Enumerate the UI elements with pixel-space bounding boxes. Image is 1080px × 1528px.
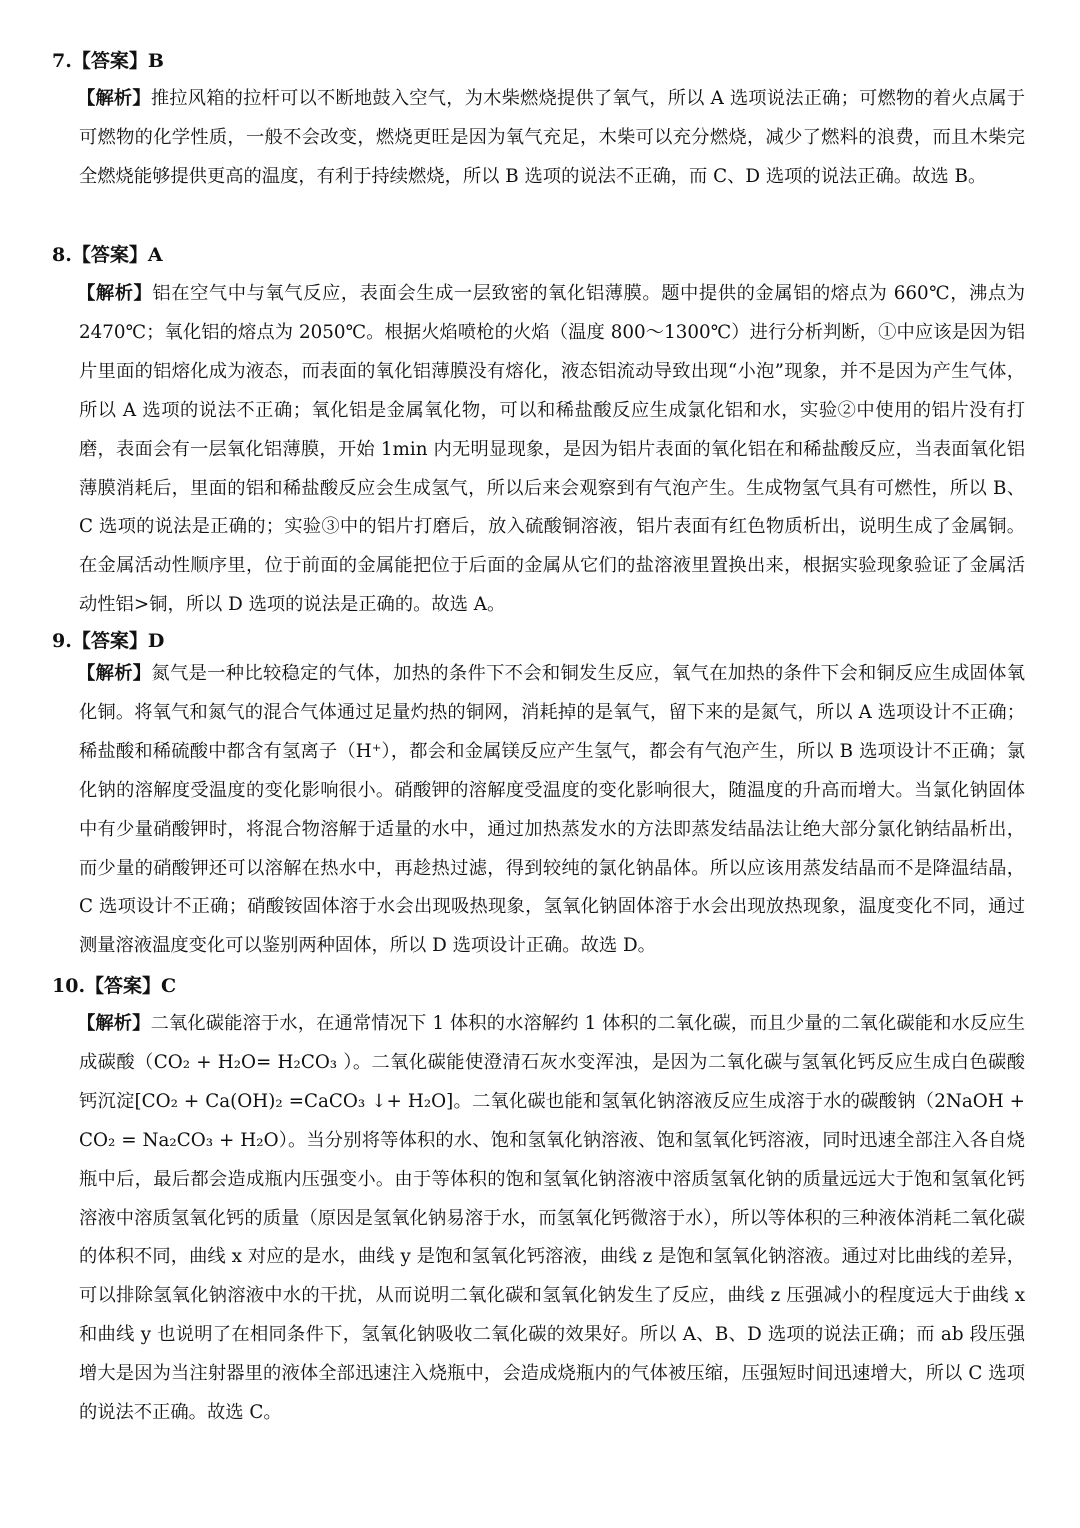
question-9-answer: 9.【答案】D — [52, 630, 165, 652]
analysis-text: 氮气是一种比较稳定的气体，加热的条件下不会和铜发生反应，氧气在加热的条件下会和铜反应生成固体氧化铜。将氧气和氮气的混合气体通过足量灼热的铜网，消耗掉的是氧气，留下来的是氮气，所以 A 选项设计不正确；稀盐酸和稀硫酸中都含有氢离子（H⁺），都会和金属镁反应产生氢气，都会有气泡产生，所以 B 选项设计不正确；氯化钠的溶解度受温度的变化影响很小。硝酸钾的溶解度受温度的变化影响很大，随温度的升高而增大。当氯化钠固体中有少量硝酸钾时，将混合物溶解于适量的水中，通过加热蒸发水的方法即蒸发结晶法让绝大部分氯化钠结晶析出，而少量的硝酸钾还可以溶解在热水中，再趁热过滤，得到较纯的氯化钠晶体。所以应该用蒸发结晶而不是降温结晶，C 选项设计不正确；硝酸铵固体溶于水会出现吸热现象，氢氧化钠固体溶于水会出现放热现象，温度变化不同，通过测量溶液温度变化可以鉴别两种固体，所以 D 选项设计正确。故选 D。 — [79, 663, 1026, 957]
question-8-answer: 8.【答案】A — [52, 244, 163, 266]
question-8-analysis — [79, 275, 1025, 625]
analysis-text: 铝在空气中与氧气反应，表面会生成一层致密的氧化铝薄膜。题中提供的金属铝的熔点为 660℃，沸点为 2470℃；氧化铝的熔点为 2050℃。根据火焰喷枪的火焰（温度 800～1300℃）进行分析判断，①中应该是因为铝片里面的铝熔化成为液态，而表面的氧化铝薄膜没有熔化，液态铝流动导致出现“小泡”现象，并不是因为产生气体，所以 A 选项的说法不正确；氧化铝是金属氧化物，可以和稀盐酸反应生成氯化铝和水，实验②中使用的铝片没有打磨，表面会有一层氧化铝薄膜，开始 1min 内无明显现象，是因为铝片表面的氧化铝在和稀盐酸反应，当表面氧化铝薄膜消耗后，里面的铝和稀盐酸反应会生成氢气，所以后来会观察到有气泡产生。生成物氢气具有可燃性，所以 B、C 选项的说法是正确的；实验③中的铝片打磨后，放入硫酸铜溶液，铝片表面有红色物质析出，说明生成了金属铜。在金属活动性顺序里，位于前面的金属能把位于后面的金属从它们的盐溶液里置换出来，根据实验现象验证了金属活动性铝>铜，所以 D 选项的说法是正确的。故选 A。 — [79, 283, 1026, 616]
question-7-analysis — [79, 80, 1025, 197]
question-10-answer: 10.【答案】C — [52, 975, 177, 997]
analysis-label: 【解析】 — [77, 88, 151, 109]
analysis-text: 二氧化碳能溶于水，在通常情况下 1 体积的水溶解约 1 体积的二氧化碳，而且少量的二氧化碳能和水反应生成碳酸（CO₂ + H₂O= H₂CO₃ ）。二氧化碳能使澄清石灰水变浑浊，是因为二氧化碳与氢氧化钙反应生成白色碳酸钙沉淀[CO₂ + Ca(OH)₂ =CaCO₃ ↓+ H₂O]。二氧化碳也能和氢氧化钠溶液反应生成溶于水的碳酸钠（2NaOH + CO₂ = Na₂CO₃ + H₂O）。当分别将等体积的水、饱和氢氧化钠溶液、饱和氢氧化钙溶液，同时迅速全部注入各自烧瓶中后，最后都会造成瓶内压强变小。由于等体积的饱和氢氧化钠溶液中溶质氢氧化钠的质量远远大于饱和氢氧化钙溶液中溶质氢氧化钙的质量（原因是氢氧化钠易溶于水，而氢氧化钙微溶于水），所以等体积的三种液体消耗二氧化碳的体积不同，曲线 x 对应的是水，曲线 y 是饱和氢氧化钙溶液，曲线 z 是饱和氢氧化钠溶液。通过对比曲线的差异，可以排除氢氧化钠溶液中水的干扰，从而说明二氧化碳和氢氧化钠发生了反应，曲线 z 压强减小的程度远大于曲线 x 和曲线 y 也说明了在相同条件下，氢氧化钠吸收二氧化碳的效果好。所以 A、B、D 选项的说法正确；而 ab 段压强增大是因为当注射器里的液体全部迅速注入烧瓶中，会造成烧瓶内的气体被压缩，压强短时间迅速增大，所以 C 选项的说法不正确。故选 C。 — [79, 1013, 1026, 1424]
analysis-label: 【解析】 — [77, 663, 152, 684]
question-9-analysis — [79, 655, 1025, 966]
analysis-label: 【解析】 — [77, 1013, 151, 1034]
analysis-text: 推拉风箱的拉杆可以不断地鼓入空气，为木柴燃烧提供了氧气，所以 A 选项说法正确；可燃物的着火点属于可燃物的化学性质，一般不会改变，燃烧更旺是因为氧气充足，木柴可以充分燃烧，减少了燃料的浪费，而且木柴完全燃烧能够提供更高的温度，有利于持续燃烧，所以 B 选项的说法不正确，而 C、D 选项的说法正确。故选 B。 — [79, 88, 1025, 187]
question-7-answer: 7.【答案】B — [52, 50, 164, 72]
question-10-analysis — [79, 1005, 1025, 1433]
analysis-label: 【解析】 — [77, 283, 153, 304]
